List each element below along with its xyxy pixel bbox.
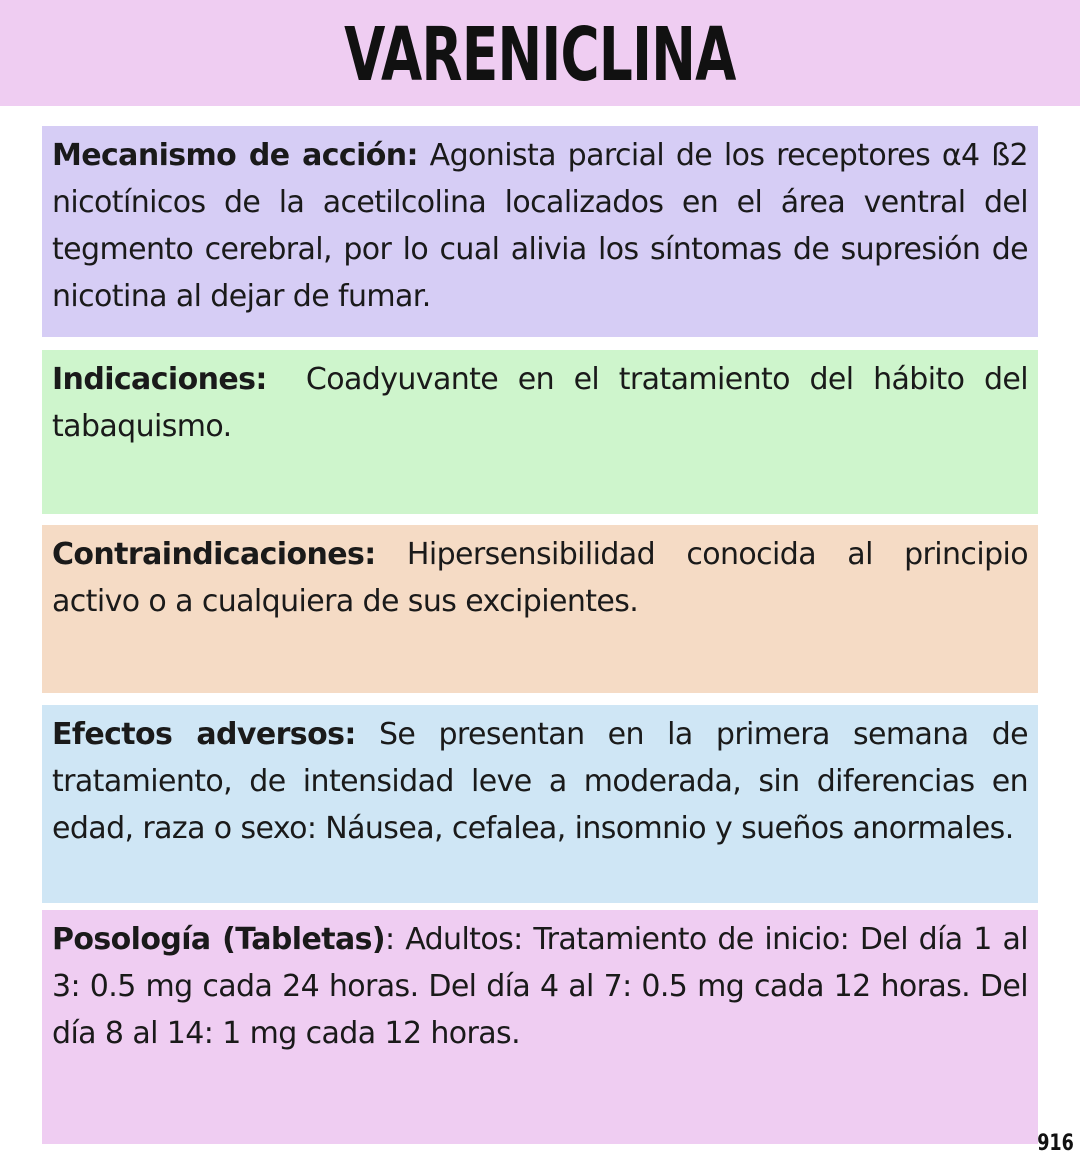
section-indicaciones-paragraph (52, 356, 1037, 450)
page-number: 916 (1037, 1131, 1074, 1156)
section-mecanismo-de-accion (42, 126, 1038, 337)
section-efectos-adversos (42, 705, 1038, 903)
section-posologia (42, 910, 1038, 1144)
section-contraindicaciones-paragraph (52, 531, 1028, 625)
section-efectos-text: Se presentan en la primera semana de tratamiento, de intensidad leve a moderada, sin diferencias en edad, raza o sexo: Náusea, cefalea, insomnio y sueños anormales. (52, 717, 1028, 846)
section-posologia-text: : Adultos: Tratamiento de inicio: Del día 1 al 3: 0.5 mg cada 24 horas. Del día 4 al 7: 0.5 mg cada 12 horas. Del día 8 al 14: 1 mg cada 12 horas. (52, 922, 1028, 1051)
section-indicaciones (42, 350, 1038, 514)
page-title: VARENICLINA (344, 12, 736, 98)
section-efectos-label: Efectos adversos: (52, 717, 356, 752)
section-indicaciones-label: Indicaciones: (52, 362, 267, 397)
section-mecanismo-paragraph (52, 132, 1028, 320)
section-posologia-paragraph (52, 916, 1028, 1057)
section-contraindicaciones-label: Contraindicaciones: (52, 537, 376, 572)
title-banner (0, 0, 1080, 106)
section-mecanismo-label: Mecanismo de acción: (52, 138, 418, 173)
section-contraindicaciones-text: Hipersensibilidad conocida al principio activo o a cualquiera de sus excipientes. (52, 537, 1028, 619)
section-mecanismo-text: Agonista parcial de los receptores α4 ß2 nicotínicos de la acetilcolina localizados en el área ventral del tegmento cerebral, por lo cual alivia los síntomas de supresión de nicotina al dejar de fumar. (52, 138, 1028, 314)
section-indicaciones-text: Coadyuvante en el tratamiento del hábito del tabaquismo. (52, 362, 1037, 444)
section-contraindicaciones (42, 525, 1038, 693)
section-posologia-label: Posología (Tabletas) (52, 922, 385, 957)
section-efectos-paragraph (52, 711, 1028, 852)
